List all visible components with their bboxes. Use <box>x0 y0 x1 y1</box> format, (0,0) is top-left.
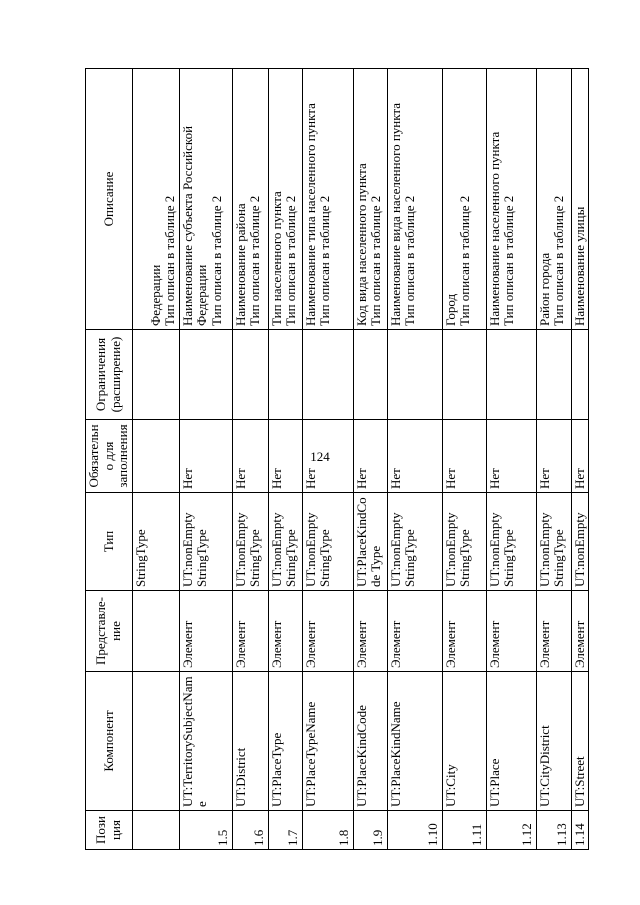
cell-position: 1.13 <box>536 811 571 850</box>
table-row <box>268 69 302 850</box>
cell-restriction <box>232 330 268 420</box>
cell-restriction <box>442 330 486 420</box>
cell-mandatory: Нет <box>302 420 353 493</box>
rotated-table-wrapper <box>85 69 587 850</box>
cell-representation: Элемент <box>268 591 302 672</box>
cell-position: 1.5 <box>179 811 232 850</box>
description-line: Район города <box>536 252 552 326</box>
cell-type: UT:nonEmpty StringType <box>486 493 536 591</box>
cell-component: UT:PlaceTypeName <box>302 672 353 811</box>
cell-position: 1.9 <box>353 811 387 850</box>
cell-description <box>179 69 232 330</box>
cell-representation: Элемент <box>442 591 486 672</box>
cell-mandatory: Нет <box>571 420 589 493</box>
cell-description <box>486 69 536 330</box>
cell-restriction <box>179 330 232 420</box>
table-row <box>232 69 268 850</box>
cell-component: UT:CityDistrict <box>536 672 571 811</box>
cell-position: 1.7 <box>268 811 302 850</box>
cell-mandatory: Нет <box>179 420 232 493</box>
cell-type: UT:nonEmpty StringType <box>442 493 486 591</box>
page-number: 124 <box>310 449 330 464</box>
cell-restriction <box>387 330 442 420</box>
description-line: Код вида населенного пункта <box>353 163 369 326</box>
cell-type: UT:nonEmpty StringType <box>179 493 232 591</box>
cell-mandatory: Нет <box>442 420 486 493</box>
description-line: Наименование вида населенного пункта <box>387 103 403 326</box>
cell-component: UT:Place <box>486 672 536 811</box>
cell-representation: Элемент <box>179 591 232 672</box>
description-line: Тип описан в таблице 2 <box>402 195 417 326</box>
cell-mandatory: Нет <box>232 420 268 493</box>
cell-description <box>132 69 179 330</box>
cell-description <box>302 69 353 330</box>
description-line: Тип описан в таблице 2 <box>162 195 177 326</box>
table-row <box>302 69 353 850</box>
table-header-row <box>86 69 133 850</box>
header-component: Компонент <box>86 672 133 811</box>
cell-restriction <box>302 330 353 420</box>
description-line: Город <box>442 293 458 326</box>
cell-component: UT:PlaceType <box>268 672 302 811</box>
header-description: Описание <box>86 69 133 330</box>
cell-position: 1.10 <box>387 811 442 850</box>
cell-restriction <box>571 330 589 420</box>
cell-description <box>442 69 486 330</box>
cell-component <box>132 672 179 811</box>
cell-component: UT:TerritorySubjectName <box>179 672 232 811</box>
cell-mandatory: Нет <box>387 420 442 493</box>
header-position: Позиция <box>86 811 133 850</box>
description-line: Тип описан в таблице 2 <box>501 195 516 326</box>
cell-component: UT:PlaceKindCode <box>353 672 387 811</box>
table-row <box>442 69 486 850</box>
description-line: Тип описан в таблице 2 <box>457 195 472 326</box>
cell-description <box>387 69 442 330</box>
header-restriction: Ограничения (расширение) <box>86 330 133 420</box>
schema-table <box>85 68 589 850</box>
cell-description <box>268 69 302 330</box>
description-line: Наименование субъекта Российской Федерации <box>179 125 209 326</box>
table-row <box>387 69 442 850</box>
description-line: Наименование типа населенного пункта <box>302 103 318 326</box>
table-row <box>486 69 536 850</box>
table-row <box>179 69 232 850</box>
cell-mandatory: Нет <box>353 420 387 493</box>
cell-description <box>536 69 571 330</box>
cell-position <box>132 811 179 850</box>
description-line: Наименование района <box>232 203 248 326</box>
cell-mandatory <box>132 420 179 493</box>
description-line: Тип описан в таблице 2 <box>247 195 262 326</box>
cell-type: UT:nonEmpty StringType <box>387 493 442 591</box>
description-line: Тип описан в таблице 2 <box>208 195 224 326</box>
cell-position: 1.8 <box>302 811 353 850</box>
cell-component: UT:Street <box>571 672 589 811</box>
description-line: Наименование улицы <box>571 206 587 326</box>
cell-type: UT:nonEmpty StringType <box>268 493 302 591</box>
cell-type: UT:nonEmpty StringType <box>232 493 268 591</box>
description-line: Федерации <box>147 264 163 326</box>
table-row <box>353 69 387 850</box>
cell-restriction <box>486 330 536 420</box>
cell-representation: Элемент <box>536 591 571 672</box>
table-row <box>536 69 571 850</box>
cell-component: UT:District <box>232 672 268 811</box>
cell-description <box>353 69 387 330</box>
description-line: Тип описан в таблице 2 <box>317 195 332 326</box>
cell-representation: Элемент <box>571 591 589 672</box>
cell-mandatory: Нет <box>268 420 302 493</box>
cell-representation: Элемент <box>387 591 442 672</box>
cell-position: 1.12 <box>486 811 536 850</box>
cell-representation <box>132 591 179 672</box>
continuation-row <box>132 69 179 850</box>
description-line: Тип описан в таблице 2 <box>368 195 383 326</box>
cell-component: UT:PlaceKindName <box>387 672 442 811</box>
description-line: Тип населенного пункта <box>268 191 284 326</box>
header-type: Тип <box>86 493 133 591</box>
cell-position: 1.6 <box>232 811 268 850</box>
description-line: Тип описан в таблице 2 <box>283 195 298 326</box>
cell-restriction <box>132 330 179 420</box>
cell-representation: Элемент <box>232 591 268 672</box>
cell-representation: Элемент <box>353 591 387 672</box>
cell-description <box>232 69 268 330</box>
rotated-table-area <box>85 69 587 850</box>
cell-type: UT:nonEmpty StringType <box>302 493 353 591</box>
header-mandatory: Обязательно для заполнения <box>86 420 133 493</box>
cell-mandatory: Нет <box>536 420 571 493</box>
cell-position: 1.11 <box>442 811 486 850</box>
table-row <box>571 69 589 850</box>
cell-component: UT:City <box>442 672 486 811</box>
cell-description <box>571 69 589 330</box>
cell-restriction <box>268 330 302 420</box>
description-line: Наименование населенного пункта <box>486 131 502 326</box>
cell-type: UT:nonEmpty <box>571 493 589 591</box>
cell-representation: Элемент <box>486 591 536 672</box>
cell-restriction <box>353 330 387 420</box>
cell-type: StringType <box>132 493 179 591</box>
header-representation: Представле-ние <box>86 591 133 672</box>
cell-representation: Элемент <box>302 591 353 672</box>
cell-type: UT:PlaceKindCode Type <box>353 493 387 591</box>
cell-position: 1.14 <box>571 811 589 850</box>
cell-restriction <box>536 330 571 420</box>
cell-mandatory: Нет <box>486 420 536 493</box>
cell-type: UT:nonEmpty StringType <box>536 493 571 591</box>
description-line: Тип описан в таблице 2 <box>551 195 566 326</box>
